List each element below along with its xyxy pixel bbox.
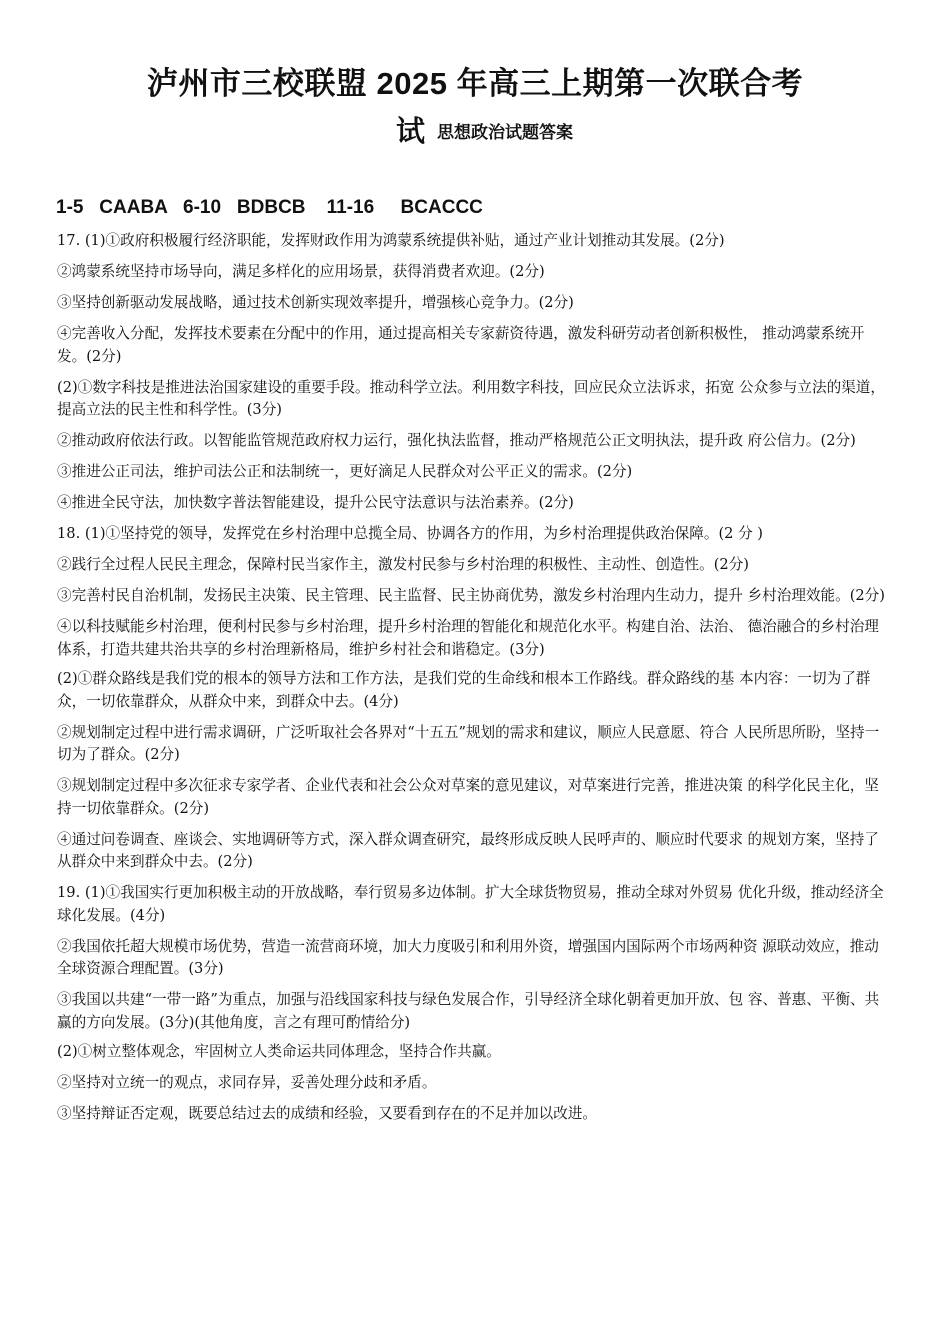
answer-paragraph: ③我国以共建“一带一路”为重点，加强与沿线国家科技与绿色发展合作，引导经济全球化朝着更加开放、包 容、普惠、平衡、共赢的方向发展。(3分)(其他角度，言之有理可酌情给分) [57,991,880,1031]
answer-paragraph: ②推动政府依法行政。以智能监管规范政府权力运行，强化执法监督，推动严格规范公正文明执法，提升政 府公信力。(2分) [57,432,856,449]
answer-paragraph: ④推进全民守法，加快数字普法智能建设，提升公民守法意识与法治素养。(2分) [57,494,574,511]
answer-paragraph: ②鸿蒙系统坚持市场导向，满足多样化的应用场景，获得消费者欢迎。(2分) [57,263,545,280]
answer-paragraph: ④通过问卷调查、座谈会、实地调研等方式，深入群众调查研究，最终形成反映人民呼声的、顺应时代要求 的规划方案，坚持了从群众中来到群众中去。(2分) [57,830,879,870]
answer-body [57,230,887,1134]
answer-paragraph: ③推进公正司法，维护司法公正和法制统一，更好滴足人民群众对公平正义的需求。(2分) [57,463,633,480]
document-subtitle [396,109,573,150]
answer-paragraph: 18. (1)①坚持党的领导，发挥党在乡村治理中总揽全局、协调各方的作用，为乡村治理提供政治保障。(2 分 ) [57,525,764,542]
multiple-choice-answers: 1-5 CAABA 6-10 BDBCB 11-16 BCACCC [56,197,483,218]
answer-paragraph: (2)①树立整体观念，牢固树立人类命运共同体理念，坚持合作共赢。 [57,1043,501,1060]
answer-paragraph: ②践行全过程人民民主理念，保障村民当家作主，激发村民参与乡村治理的积极性、主动性、创造性。(2分) [57,556,749,573]
answer-paragraph: 19. (1)①我国实行更加积极主动的开放战略，奉行贸易多边体制。扩大全球货物贸易，推动全球对外贸易 优化升级，推动经济全球化发展。(4分) [57,884,884,924]
answer-paragraph: (2)①数字科技是推进法治国家建设的重要手段。推动科学立法。利用数字科技，回应民众立法诉求，拓宽 公众参与立法的渠道，提高立法的民主性和科学性。(3分) [57,378,885,418]
answer-paragraph: (2)①群众路线是我们党的根本的领导方法和工作方法，是我们党的生命线和根本工作路线。群众路线的基 本内容：一切为了群众，一切依靠群众，从群众中来，到群众中去。(4分) [57,670,871,710]
subject-label: 思想政治试题答案 [437,123,574,142]
answer-paragraph: ③坚持辩证否定观，既要总结过去的成绩和经验，又要看到存在的不足并加以改进。 [57,1105,597,1122]
answer-paragraph: 17. (1)①政府积极履行经济职能，发挥财政作用为鸿蒙系统提供补贴，通过产业计划推动其发展。(2分) [57,232,725,249]
answer-paragraph: ③规划制定过程中多次征求专家学者、企业代表和社会公众对草案的意见建议，对草案进行完善，推进决策 的科学化民主化，坚持一切依靠群众。(2分) [57,777,879,817]
answer-paragraph: ②规划制定过程中进行需求调研，广泛听取社会各界对“十五五”规划的需求和建议，顺应人民意愿、符合 人民所思所盼，坚持一切为了群众。(2分) [57,723,880,763]
answer-paragraph: ②我国依托超大规模市场优势，营造一流营商环境，加大力度吸引和利用外资，增强国内国际两个市场两种资 源联动效应，推动全球资源合理配置。(3分) [57,937,879,977]
document-title: 泸州市三校联盟 2025 年高三上期第一次联合考 [146,66,804,101]
answer-paragraph: ③完善村民自治机制，发扬民主决策、民主管理、民主监督、民主协商优势，激发乡村治理内生动力，提升 乡村治理效能。(2分) [57,587,885,604]
answer-paragraph: ②坚持对立统一的观点，求同存异，妥善处理分歧和矛盾。 [57,1074,437,1091]
answer-paragraph: ④完善收入分配，发挥技术要素在分配中的作用，通过提高相关专家薪资待遇，激发科研劳动者创新积极性， 推动鸿蒙系统开发。(2分) [57,325,865,365]
title-continuation: 试 [396,116,426,148]
answer-paragraph: ③坚持创新驱动发展战略，通过技术创新实现效率提升，增强核心竞争力。(2分) [57,294,574,311]
answer-paragraph: ④以科技赋能乡村治理，便利村民参与乡村治理，提升乡村治理的智能化和规范化水平。构建自治、法治、 德治融合的乡村治理体系，打造共建共治共享的乡村治理新格局，维护乡村社会和谐稳定。(3分) [57,618,879,658]
